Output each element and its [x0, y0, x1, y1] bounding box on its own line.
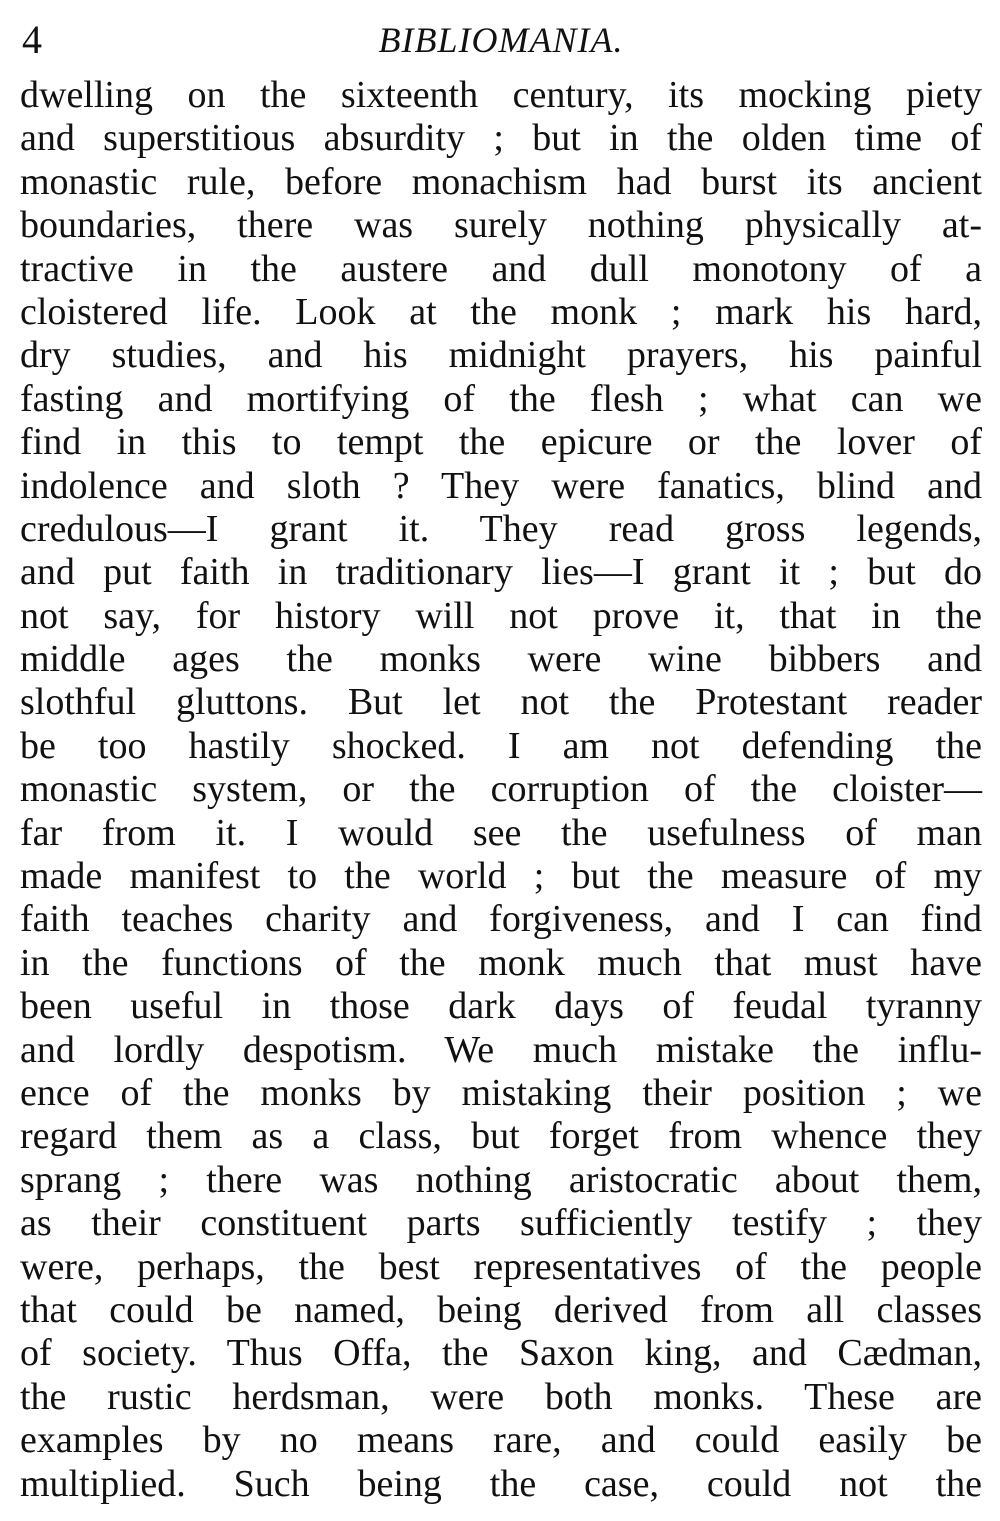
text-line: credulous—I grant it. They read gross legends,	[20, 507, 982, 550]
text-line: faith teaches charity and forgiveness, and I can find	[20, 898, 982, 941]
text-line: been useful in those dark days of feudal tyranny	[20, 985, 982, 1028]
running-title: BIBLIOMANIA.	[378, 20, 624, 60]
text-line: indolence and sloth ? They were fanatics, blind and	[20, 464, 982, 507]
text-line: boundaries, there was surely nothing physically at-	[20, 204, 982, 247]
text-line: the rustic herdsman, were both monks. These are	[20, 1375, 982, 1418]
text-line: sprang ; there was nothing aristocratic about them,	[20, 1158, 982, 1201]
text-line: be too hastily shocked. I am not defending the	[20, 724, 982, 767]
text-line: of society. Thus Offa, the Saxon king, and Cædman,	[20, 1332, 982, 1375]
text-line: examples by no means rare, and could easily be	[20, 1419, 982, 1462]
text-line: multiplied. Such being the case, could not the	[20, 1462, 982, 1505]
text-line: regard them as a class, but forget from whence they	[20, 1115, 982, 1158]
page-header	[20, 14, 982, 74]
text-line: in the functions of the monk much that must have	[20, 941, 982, 984]
text-line: and superstitious absurdity ; but in the olden time of	[20, 117, 982, 160]
text-line: cloistered life. Look at the monk ; mark his hard,	[20, 290, 982, 333]
text-line: monastic system, or the corruption of the cloister—	[20, 768, 982, 811]
text-line: made manifest to the world ; but the measure of my	[20, 855, 982, 898]
text-line: dry studies, and his midnight prayers, his painful	[20, 334, 982, 377]
text-line: monastic rule, before monachism had burst its ancient	[20, 160, 982, 203]
text-line: were, perhaps, the best representatives of the people	[20, 1245, 982, 1288]
text-line: as their constituent parts sufficiently testify ; they	[20, 1202, 982, 1245]
text-line: find in this to tempt the epicure or the lover of	[20, 421, 982, 464]
text-line: tractive in the austere and dull monotony of a	[20, 247, 982, 290]
text-line: and put faith in traditionary lies—I grant it ; but do	[20, 551, 982, 594]
text-line: middle ages the monks were wine bibbers and	[20, 638, 982, 681]
text-line: slothful gluttons. But let not the Protestant reader	[20, 681, 982, 724]
text-line: far from it. I would see the usefulness of man	[20, 811, 982, 854]
text-line: ence of the monks by mistaking their position ; we	[20, 1071, 982, 1114]
text-line: not say, for history will not prove it, that in the	[20, 594, 982, 637]
text-line: and lordly despotism. We much mistake the influ-	[20, 1028, 982, 1071]
book-page	[20, 14, 982, 1504]
body-text	[20, 74, 982, 1506]
page-number: 4	[22, 17, 42, 62]
text-line: that could be named, being derived from all classes	[20, 1288, 982, 1331]
text-line: dwelling on the sixteenth century, its mocking piety	[20, 74, 982, 116]
text-line: fasting and mortifying of the flesh ; what can we	[20, 377, 982, 420]
